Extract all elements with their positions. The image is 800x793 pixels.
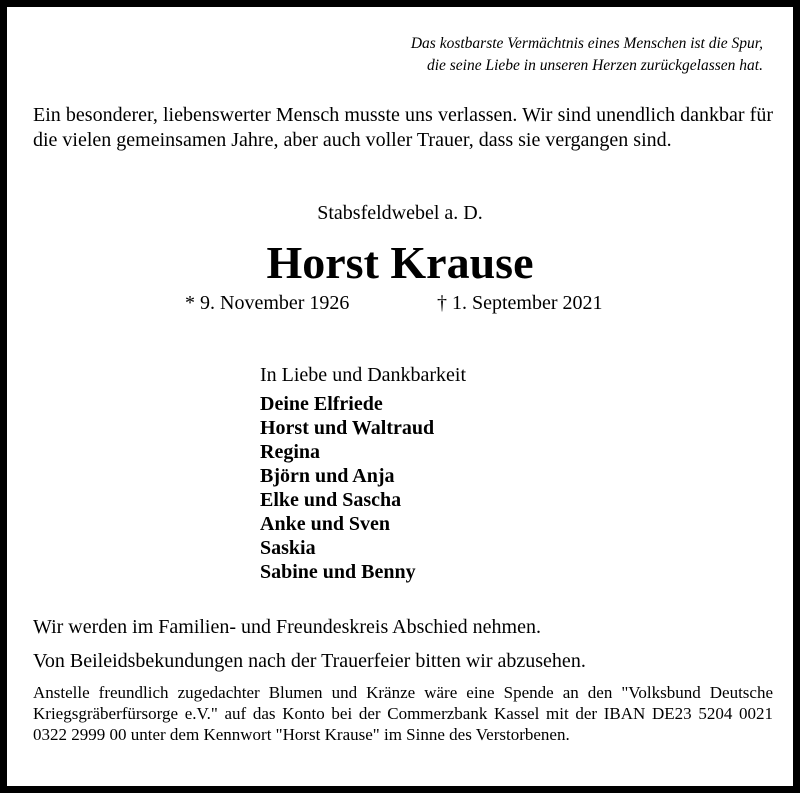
mourner-name: Regina <box>260 441 320 463</box>
deceased-rank: Stabsfeldwebel a. D. <box>317 202 483 224</box>
birth-date: * 9. November 1926 <box>185 292 350 314</box>
mourner-name: Björn und Anja <box>260 465 395 487</box>
mourners-list <box>260 392 434 584</box>
intro-paragraph: Ein besonderer, liebenswerter Mensch musste uns verlassen. Wir sind unendlich dankbar für die vielen gemeinsamen Jahre, aber auch voller Trauer, dass sie vergangen sind. <box>33 104 773 151</box>
deceased-name: Horst Krause <box>266 237 534 288</box>
mourner-name: Saskia <box>260 537 316 559</box>
donation-note: Anstelle freundlich zugedachter Blumen und Kränze wäre eine Spende an den "Volksbund Deutsche Kriegsgräberfürsorge e.V." auf das Konto bei der Commerzbank Kassel mit der IBAN DE23 5204 0021 0322 2999 00 unter dem Kennwort "Horst Krause" im Sinne des Verstorbenen. <box>33 683 773 744</box>
mourner-name: Sabine und Benny <box>260 561 416 583</box>
motto-line-2: die seine Liebe in unseren Herzen zurückgelassen hat. <box>426 57 763 74</box>
mourners-intro: In Liebe und Dankbarkeit <box>260 364 467 386</box>
memorial-motto <box>411 33 763 77</box>
death-date: † 1. September 2021 <box>437 292 603 314</box>
mourner-name: Deine Elfriede <box>260 393 383 415</box>
condolence-note: Von Beileidsbekundungen nach der Trauerfeier bitten wir abzusehen. <box>33 650 586 672</box>
farewell-note: Wir werden im Familien- und Freundeskreis Abschied nehmen. <box>33 616 541 638</box>
mourner-name: Elke und Sascha <box>260 489 402 511</box>
motto-line-1: Das kostbarste Vermächtnis eines Menschen ist die Spur, <box>410 35 763 52</box>
mourner-name: Anke und Sven <box>260 513 391 535</box>
mourner-name: Horst und Waltraud <box>260 417 435 439</box>
